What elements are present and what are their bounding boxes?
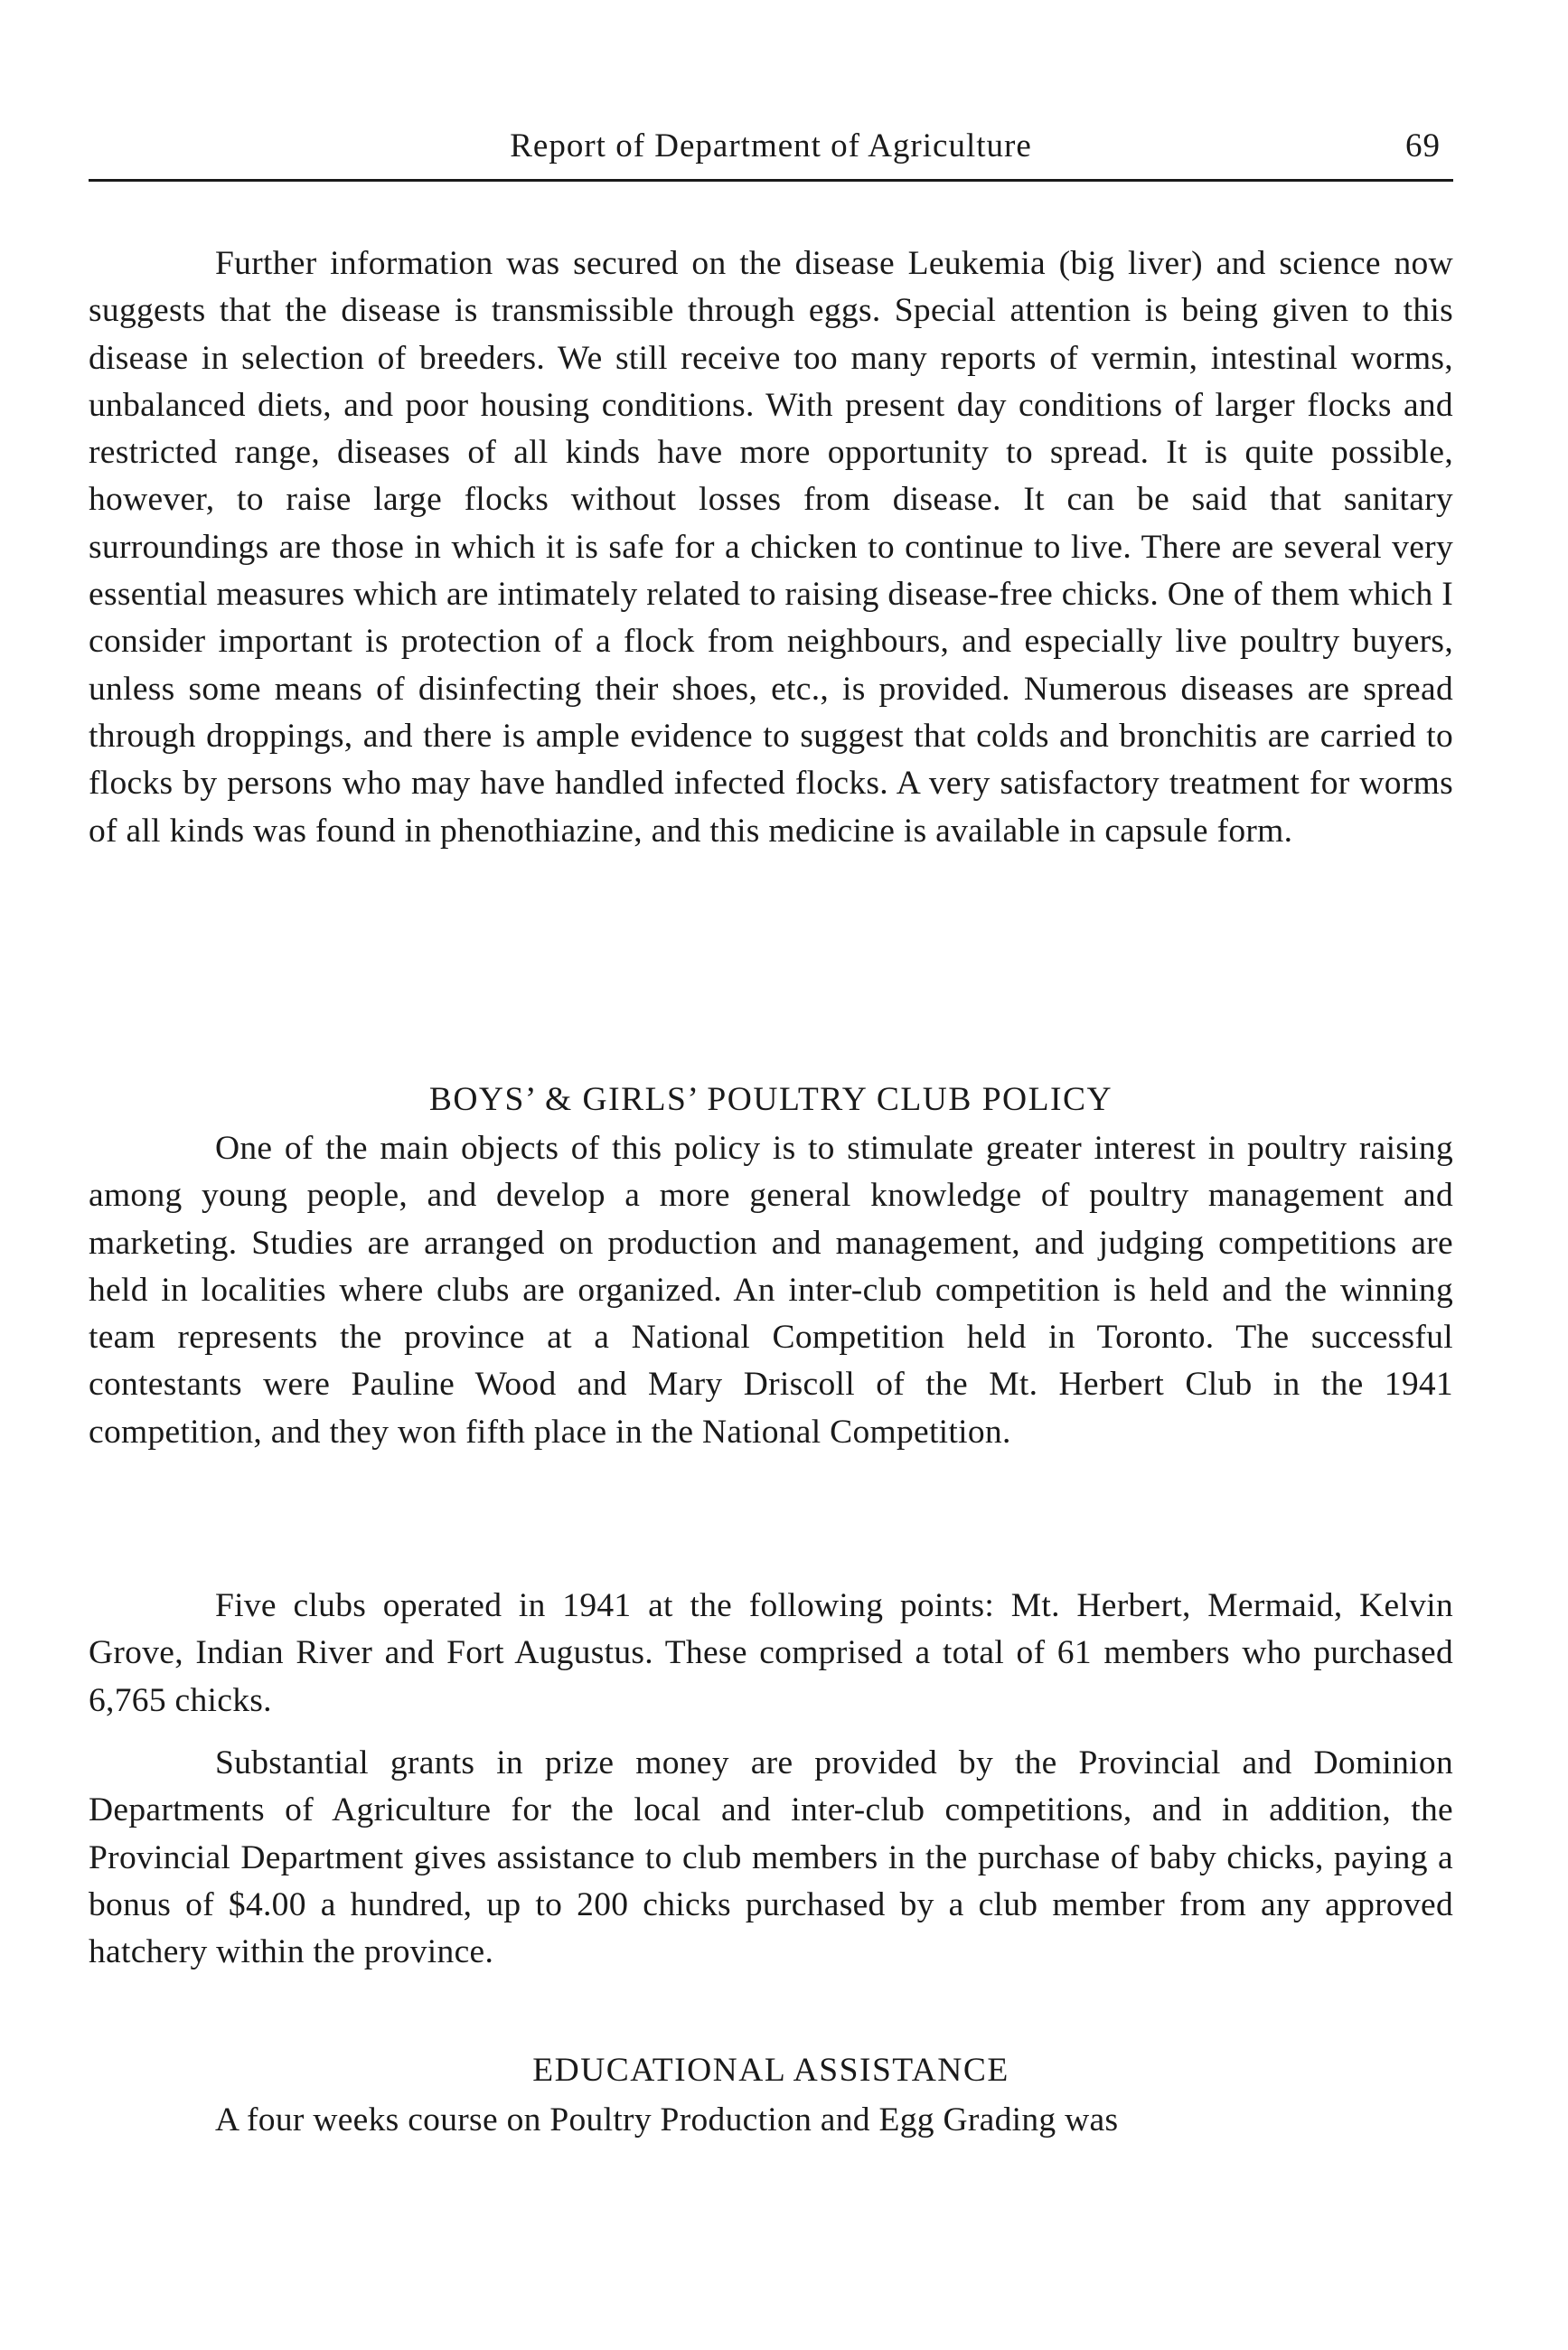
running-header [89, 125, 1453, 182]
paragraph-leukemia-disease: Further information was secured on the disease Leukemia (big liver) and science now suggests that the disease is transmissible through eggs. Special attention is being given to this disease in selection of breeders. We still receive too many reports of vermin, intestinal worms, unbalanced diets, and poor housing conditions. With present day conditions of larger flocks and restricted range, diseases of all kinds have more opportunity to spread. It is quite possible, however, to raise large flocks without losses from disease. It can be said that sanitary surroundings are those in which it is safe for a chicken to continue to live. There are several very essential measures which are intimately related to raising disease-free chicks. One of them which I consider important is protection of a flock from neighbours, and especially live poultry buyers, unless some means of disinfecting their shoes, etc., is provided. Numerous diseases are spread through droppings, and there is ample evidence to suggest that colds and bronchitis are carried to flocks by persons who may have handled infected flocks. A very satisfactory treatment for worms of all kinds was found in phenothiazine, and this medicine is available in capsule form. [89, 245, 1453, 850]
section-heading-poultry-club: BOYS’ & GIRLS’ POULTRY CLUB POLICY [428, 1081, 1113, 1118]
paragraph-prize-grants: Substantial grants in prize money are provided by the Provincial and Dominion Departments of Agriculture for the local and inter-club competitions, and in addition, the Provincial Department gives assistance to club members in the purchase of baby chicks, paying a bonus of $4.00 a hundred, up to 200 chicks purchased by a club member from any approved hatchery within the province. [89, 1744, 1453, 1971]
paragraph-clubs-operated: Five clubs operated in 1941 at the following points: Mt. Herbert, Mermaid, Kelvin Grove, Indian River and Fort Augustus. These comprised a total of 61 members who purchased 6,765 chicks. [89, 1587, 1453, 1719]
paragraph-course: A four weeks course on Poultry Production and Egg Grading was [215, 2101, 1119, 2138]
header-title: Report of Department of Agriculture [510, 127, 1032, 164]
page-number: 69 [1405, 127, 1441, 164]
section-heading-educational-assistance: EDUCATIONAL ASSISTANCE [532, 2052, 1009, 2089]
paragraph-club-policy: One of the main objects of this policy is to stimulate greater interest in poultry raising among young people, and develop a more general knowledge of poultry management and marketing. Studies are arranged on production and management, and judging competitions are held in localities where clubs are organized. An inter-club competition is held and the winning team represents the province at a National Competition held in Toronto. The successful contestants were Pauline Wood and Mary Driscoll of the Mt. Herbert Club in the 1941 competition, and they won fifth place in the National Competition. [89, 1130, 1453, 1451]
